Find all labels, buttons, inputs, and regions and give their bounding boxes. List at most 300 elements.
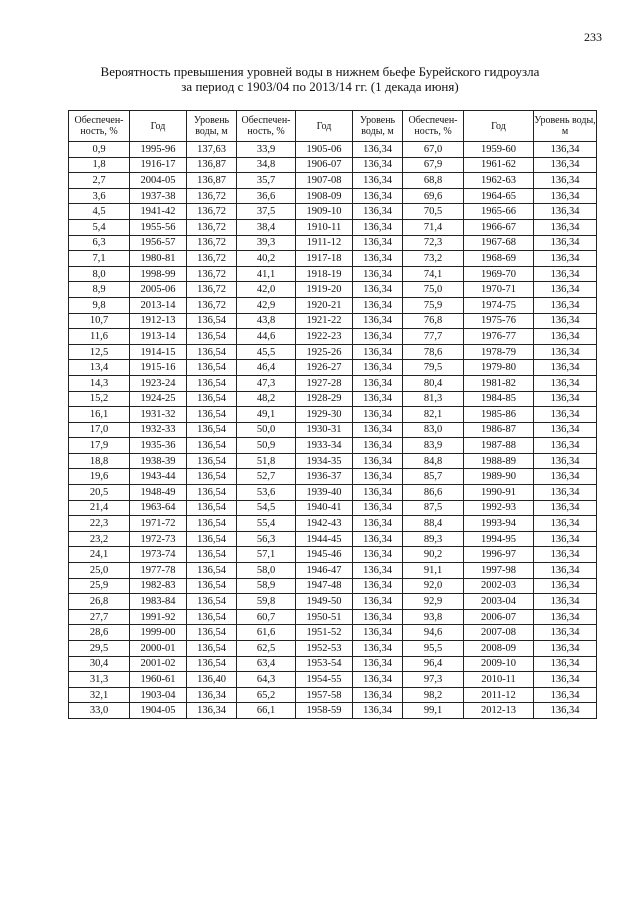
table-cell: 23,2 bbox=[69, 531, 130, 547]
table-cell: 136,34 bbox=[534, 625, 597, 641]
table-cell: 136,72 bbox=[187, 297, 237, 313]
table-cell: 1931-32 bbox=[130, 407, 187, 423]
table-cell: 136,34 bbox=[534, 609, 597, 625]
table-cell: 1937-38 bbox=[130, 188, 187, 204]
table-cell: 1936-37 bbox=[296, 469, 353, 485]
table-cell: 136,54 bbox=[187, 344, 237, 360]
table-cell: 1943-44 bbox=[130, 469, 187, 485]
table-cell: 33,0 bbox=[69, 703, 130, 719]
table-cell: 136,72 bbox=[187, 282, 237, 298]
table-cell: 53,6 bbox=[237, 485, 296, 501]
table-cell: 136,54 bbox=[187, 485, 237, 501]
table-cell: 3,6 bbox=[69, 188, 130, 204]
table-cell: 62,5 bbox=[237, 641, 296, 657]
table-cell: 81,3 bbox=[403, 391, 464, 407]
table-cell: 82,1 bbox=[403, 407, 464, 423]
table-cell: 42,9 bbox=[237, 297, 296, 313]
table-cell: 26,8 bbox=[69, 594, 130, 610]
header-cell: Год bbox=[130, 111, 187, 142]
table-cell: 1948-49 bbox=[130, 485, 187, 501]
table-cell: 1935-36 bbox=[130, 438, 187, 454]
table-cell: 1987-88 bbox=[464, 438, 534, 454]
table-cell: 1918-19 bbox=[296, 266, 353, 282]
table-cell: 136,54 bbox=[187, 422, 237, 438]
table-cell: 136,34 bbox=[353, 609, 403, 625]
table-cell: 136,34 bbox=[353, 251, 403, 267]
table-cell: 2007-08 bbox=[464, 625, 534, 641]
table-cell: 136,54 bbox=[187, 360, 237, 376]
table-row bbox=[69, 235, 597, 251]
table-cell: 10,7 bbox=[69, 313, 130, 329]
table-cell: 1999-00 bbox=[130, 625, 187, 641]
table-cell: 15,2 bbox=[69, 391, 130, 407]
table-cell: 57,1 bbox=[237, 547, 296, 563]
table-cell: 64,3 bbox=[237, 672, 296, 688]
table-cell: 66,1 bbox=[237, 703, 296, 719]
table-cell: 43,8 bbox=[237, 313, 296, 329]
table-cell: 1923-24 bbox=[130, 375, 187, 391]
table-cell: 6,3 bbox=[69, 235, 130, 251]
table-cell: 46,4 bbox=[237, 360, 296, 376]
table-cell: 17,0 bbox=[69, 422, 130, 438]
table-row bbox=[69, 407, 597, 423]
table-cell: 50,9 bbox=[237, 438, 296, 454]
table-cell: 136,34 bbox=[534, 641, 597, 657]
table-cell: 136,34 bbox=[353, 391, 403, 407]
table-cell: 32,1 bbox=[69, 687, 130, 703]
table-cell: 1934-35 bbox=[296, 453, 353, 469]
table-cell: 136,34 bbox=[353, 142, 403, 158]
table-cell: 136,54 bbox=[187, 453, 237, 469]
table-cell: 136,34 bbox=[353, 563, 403, 579]
table-cell: 1993-94 bbox=[464, 516, 534, 532]
table-cell: 1966-67 bbox=[464, 219, 534, 235]
table-cell: 35,7 bbox=[237, 173, 296, 189]
table-cell: 136,34 bbox=[353, 173, 403, 189]
table-cell: 136,34 bbox=[534, 282, 597, 298]
table-cell: 56,3 bbox=[237, 531, 296, 547]
table-row bbox=[69, 282, 597, 298]
table-cell: 1991-92 bbox=[130, 609, 187, 625]
table-cell: 136,34 bbox=[534, 173, 597, 189]
table-cell: 1986-87 bbox=[464, 422, 534, 438]
table-cell: 1972-73 bbox=[130, 531, 187, 547]
table-cell: 136,34 bbox=[353, 578, 403, 594]
table-row bbox=[69, 297, 597, 313]
table-cell: 136,34 bbox=[534, 407, 597, 423]
table-cell: 89,3 bbox=[403, 531, 464, 547]
table-cell: 136,34 bbox=[353, 360, 403, 376]
table-cell: 4,5 bbox=[69, 204, 130, 220]
table-cell: 72,3 bbox=[403, 235, 464, 251]
table-cell: 136,34 bbox=[534, 329, 597, 345]
table-cell: 1915-16 bbox=[130, 360, 187, 376]
header-cell: Обеспечен-ность, % bbox=[237, 111, 296, 142]
table-cell: 2001-02 bbox=[130, 656, 187, 672]
table-cell: 136,40 bbox=[187, 672, 237, 688]
table-cell: 1967-68 bbox=[464, 235, 534, 251]
table-cell: 83,9 bbox=[403, 438, 464, 454]
table-cell: 18,8 bbox=[69, 453, 130, 469]
table-cell: 136,34 bbox=[534, 469, 597, 485]
table-cell: 1990-91 bbox=[464, 485, 534, 501]
table-row bbox=[69, 672, 597, 688]
table-cell: 136,34 bbox=[353, 641, 403, 657]
table-cell: 1995-96 bbox=[130, 142, 187, 158]
table-cell: 136,34 bbox=[534, 188, 597, 204]
table-cell: 136,34 bbox=[534, 703, 597, 719]
table-cell: 1903-04 bbox=[130, 687, 187, 703]
table-row bbox=[69, 375, 597, 391]
table-cell: 136,72 bbox=[187, 204, 237, 220]
table-cell: 1988-89 bbox=[464, 453, 534, 469]
table-cell: 136,54 bbox=[187, 500, 237, 516]
table-cell: 1912-13 bbox=[130, 313, 187, 329]
table-cell: 1922-23 bbox=[296, 329, 353, 345]
table-cell: 136,54 bbox=[187, 391, 237, 407]
table-cell: 1984-85 bbox=[464, 391, 534, 407]
table-cell: 25,0 bbox=[69, 563, 130, 579]
table-cell: 50,0 bbox=[237, 422, 296, 438]
table-cell: 1928-29 bbox=[296, 391, 353, 407]
table-cell: 37,5 bbox=[237, 204, 296, 220]
table-cell: 13,4 bbox=[69, 360, 130, 376]
header-cell: Год bbox=[464, 111, 534, 142]
table-row bbox=[69, 547, 597, 563]
table-cell: 136,34 bbox=[534, 313, 597, 329]
table-cell: 60,7 bbox=[237, 609, 296, 625]
table-cell: 9,8 bbox=[69, 297, 130, 313]
table-cell: 2009-10 bbox=[464, 656, 534, 672]
table-cell: 136,34 bbox=[353, 375, 403, 391]
table-cell: 78,6 bbox=[403, 344, 464, 360]
table-row bbox=[69, 563, 597, 579]
table-cell: 1905-06 bbox=[296, 142, 353, 158]
table-cell: 136,34 bbox=[534, 157, 597, 173]
table-cell: 48,2 bbox=[237, 391, 296, 407]
table-cell: 98,2 bbox=[403, 687, 464, 703]
table-cell: 136,54 bbox=[187, 656, 237, 672]
table-cell: 21,4 bbox=[69, 500, 130, 516]
table-cell: 1,8 bbox=[69, 157, 130, 173]
header-cell: Уровень воды, м bbox=[534, 111, 597, 142]
table-cell: 2012-13 bbox=[464, 703, 534, 719]
table-cell: 38,4 bbox=[237, 219, 296, 235]
table-cell: 2002-03 bbox=[464, 578, 534, 594]
table-cell: 136,34 bbox=[353, 157, 403, 173]
table-row bbox=[69, 516, 597, 532]
table-cell: 86,6 bbox=[403, 485, 464, 501]
table-cell: 136,34 bbox=[534, 453, 597, 469]
table-cell: 136,54 bbox=[187, 375, 237, 391]
table-cell: 1975-76 bbox=[464, 313, 534, 329]
table-row bbox=[69, 251, 597, 267]
table-cell: 136,72 bbox=[187, 219, 237, 235]
table-cell: 74,1 bbox=[403, 266, 464, 282]
table-cell: 136,54 bbox=[187, 578, 237, 594]
table-header-row bbox=[69, 111, 597, 142]
table-cell: 20,5 bbox=[69, 485, 130, 501]
table-cell: 136,54 bbox=[187, 516, 237, 532]
table-cell: 136,87 bbox=[187, 173, 237, 189]
table-cell: 59,8 bbox=[237, 594, 296, 610]
table-cell: 136,34 bbox=[534, 360, 597, 376]
table-row bbox=[69, 531, 597, 547]
table-cell: 27,7 bbox=[69, 609, 130, 625]
table-cell: 71,4 bbox=[403, 219, 464, 235]
table-cell: 136,54 bbox=[187, 407, 237, 423]
table-cell: 1957-58 bbox=[296, 687, 353, 703]
table-row bbox=[69, 391, 597, 407]
table-cell: 136,54 bbox=[187, 469, 237, 485]
table-cell: 136,34 bbox=[534, 297, 597, 313]
table-cell: 1974-75 bbox=[464, 297, 534, 313]
table-cell: 136,34 bbox=[534, 251, 597, 267]
table-cell: 1983-84 bbox=[130, 594, 187, 610]
table-row bbox=[69, 173, 597, 189]
table-cell: 1958-59 bbox=[296, 703, 353, 719]
table-cell: 1907-08 bbox=[296, 173, 353, 189]
table-cell: 99,1 bbox=[403, 703, 464, 719]
table-cell: 136,34 bbox=[534, 656, 597, 672]
table-cell: 136,34 bbox=[353, 204, 403, 220]
table-cell: 2006-07 bbox=[464, 609, 534, 625]
table-cell: 1927-28 bbox=[296, 375, 353, 391]
table-row bbox=[69, 188, 597, 204]
table-cell: 136,72 bbox=[187, 235, 237, 251]
table-cell: 2010-11 bbox=[464, 672, 534, 688]
table-cell: 1968-69 bbox=[464, 251, 534, 267]
table-cell: 136,54 bbox=[187, 563, 237, 579]
table-cell: 1939-40 bbox=[296, 485, 353, 501]
table-cell: 1977-78 bbox=[130, 563, 187, 579]
table-cell: 90,2 bbox=[403, 547, 464, 563]
table-cell: 28,6 bbox=[69, 625, 130, 641]
table-cell: 1962-63 bbox=[464, 173, 534, 189]
table-cell: 75,9 bbox=[403, 297, 464, 313]
table-row bbox=[69, 641, 597, 657]
table-cell: 1911-12 bbox=[296, 235, 353, 251]
table-cell: 70,5 bbox=[403, 204, 464, 220]
table-cell: 79,5 bbox=[403, 360, 464, 376]
table-cell: 25,9 bbox=[69, 578, 130, 594]
page-number: 233 bbox=[584, 30, 602, 44]
table-cell: 1996-97 bbox=[464, 547, 534, 563]
table-cell: 1973-74 bbox=[130, 547, 187, 563]
table-cell: 1992-93 bbox=[464, 500, 534, 516]
title-line-2: за период с 1903/04 по 2013/14 гг. (1 декада июня) bbox=[181, 79, 459, 94]
table-cell: 1955-56 bbox=[130, 219, 187, 235]
table-cell: 1960-61 bbox=[130, 672, 187, 688]
table-cell: 61,6 bbox=[237, 625, 296, 641]
table-cell: 5,4 bbox=[69, 219, 130, 235]
table-cell: 93,8 bbox=[403, 609, 464, 625]
table-cell: 1906-07 bbox=[296, 157, 353, 173]
table-cell: 136,34 bbox=[534, 422, 597, 438]
table-cell: 31,3 bbox=[69, 672, 130, 688]
table-cell: 1989-90 bbox=[464, 469, 534, 485]
table-cell: 136,34 bbox=[534, 219, 597, 235]
table-cell: 1913-14 bbox=[130, 329, 187, 345]
table-cell: 97,3 bbox=[403, 672, 464, 688]
table-cell: 136,34 bbox=[534, 391, 597, 407]
table-cell: 1980-81 bbox=[130, 251, 187, 267]
table-cell: 1947-48 bbox=[296, 578, 353, 594]
table-cell: 49,1 bbox=[237, 407, 296, 423]
table-cell: 2011-12 bbox=[464, 687, 534, 703]
table-cell: 136,34 bbox=[353, 485, 403, 501]
table-cell: 136,34 bbox=[534, 438, 597, 454]
table-cell: 136,34 bbox=[353, 500, 403, 516]
table-cell: 136,34 bbox=[353, 219, 403, 235]
table-cell: 1969-70 bbox=[464, 266, 534, 282]
table-cell: 63,4 bbox=[237, 656, 296, 672]
table-row bbox=[69, 422, 597, 438]
table-cell: 1930-31 bbox=[296, 422, 353, 438]
table-cell: 91,1 bbox=[403, 563, 464, 579]
table-cell: 52,7 bbox=[237, 469, 296, 485]
table-cell: 1940-41 bbox=[296, 500, 353, 516]
table-cell: 136,34 bbox=[353, 547, 403, 563]
table-cell: 136,34 bbox=[534, 563, 597, 579]
table-cell: 2003-04 bbox=[464, 594, 534, 610]
table-cell: 136,34 bbox=[353, 625, 403, 641]
table-cell: 136,54 bbox=[187, 329, 237, 345]
table-cell: 51,8 bbox=[237, 453, 296, 469]
table-cell: 1979-80 bbox=[464, 360, 534, 376]
table-cell: 136,34 bbox=[353, 407, 403, 423]
table-cell: 136,34 bbox=[534, 204, 597, 220]
table-cell: 136,34 bbox=[353, 672, 403, 688]
table-row bbox=[69, 360, 597, 376]
table-row bbox=[69, 656, 597, 672]
table-cell: 2,7 bbox=[69, 173, 130, 189]
table-cell: 85,7 bbox=[403, 469, 464, 485]
table-cell: 136,54 bbox=[187, 641, 237, 657]
table-cell: 136,54 bbox=[187, 438, 237, 454]
title-line-1: Вероятность превышения уровней воды в нижнем бьефе Бурейского гидроузла bbox=[100, 64, 540, 79]
table-cell: 1946-47 bbox=[296, 563, 353, 579]
table-cell: 92,9 bbox=[403, 594, 464, 610]
table-row bbox=[69, 266, 597, 282]
table-cell: 1953-54 bbox=[296, 656, 353, 672]
table-cell: 68,8 bbox=[403, 173, 464, 189]
table-cell: 136,34 bbox=[534, 142, 597, 158]
table-cell: 19,6 bbox=[69, 469, 130, 485]
table-cell: 136,54 bbox=[187, 313, 237, 329]
table-cell: 1994-95 bbox=[464, 531, 534, 547]
table-cell: 136,34 bbox=[353, 188, 403, 204]
table-cell: 1997-98 bbox=[464, 563, 534, 579]
table-cell: 1924-25 bbox=[130, 391, 187, 407]
table-cell: 136,34 bbox=[353, 266, 403, 282]
table-cell: 54,5 bbox=[237, 500, 296, 516]
table-cell: 0,9 bbox=[69, 142, 130, 158]
table-cell: 58,9 bbox=[237, 578, 296, 594]
table-cell: 30,4 bbox=[69, 656, 130, 672]
table-cell: 2000-01 bbox=[130, 641, 187, 657]
header-cell: Обеспечен-ность, % bbox=[69, 111, 130, 142]
table-cell: 136,87 bbox=[187, 157, 237, 173]
header-cell: Обеспечен-ность, % bbox=[403, 111, 464, 142]
table-row bbox=[69, 313, 597, 329]
table-cell: 1961-62 bbox=[464, 157, 534, 173]
table-cell: 67,9 bbox=[403, 157, 464, 173]
table-cell: 136,34 bbox=[187, 703, 237, 719]
table-cell: 136,34 bbox=[534, 547, 597, 563]
table-cell: 1998-99 bbox=[130, 266, 187, 282]
table-cell: 16,1 bbox=[69, 407, 130, 423]
table-cell: 136,54 bbox=[187, 609, 237, 625]
table-cell: 1945-46 bbox=[296, 547, 353, 563]
table-row bbox=[69, 625, 597, 641]
table-cell: 1964-65 bbox=[464, 188, 534, 204]
table-row bbox=[69, 453, 597, 469]
table-cell: 136,34 bbox=[353, 313, 403, 329]
table-cell: 40,2 bbox=[237, 251, 296, 267]
table-cell: 1965-66 bbox=[464, 204, 534, 220]
table-cell: 136,34 bbox=[353, 453, 403, 469]
table-cell: 83,0 bbox=[403, 422, 464, 438]
table-cell: 136,34 bbox=[534, 594, 597, 610]
table-row bbox=[69, 344, 597, 360]
table-cell: 7,1 bbox=[69, 251, 130, 267]
table-cell: 1909-10 bbox=[296, 204, 353, 220]
table-cell: 136,34 bbox=[187, 687, 237, 703]
table-cell: 76,8 bbox=[403, 313, 464, 329]
table-row bbox=[69, 609, 597, 625]
table-cell: 136,34 bbox=[534, 531, 597, 547]
table-cell: 34,8 bbox=[237, 157, 296, 173]
table-cell: 136,34 bbox=[534, 687, 597, 703]
table-cell: 94,6 bbox=[403, 625, 464, 641]
table-cell: 8,9 bbox=[69, 282, 130, 298]
table-cell: 136,34 bbox=[534, 266, 597, 282]
table-cell: 45,5 bbox=[237, 344, 296, 360]
table-cell: 88,4 bbox=[403, 516, 464, 532]
table-cell: 1985-86 bbox=[464, 407, 534, 423]
table-cell: 1971-72 bbox=[130, 516, 187, 532]
table-cell: 1914-15 bbox=[130, 344, 187, 360]
table-cell: 136,34 bbox=[353, 422, 403, 438]
table-cell: 29,5 bbox=[69, 641, 130, 657]
table-cell: 22,3 bbox=[69, 516, 130, 532]
table-cell: 1921-22 bbox=[296, 313, 353, 329]
table-cell: 1933-34 bbox=[296, 438, 353, 454]
table-cell: 92,0 bbox=[403, 578, 464, 594]
table-cell: 1938-39 bbox=[130, 453, 187, 469]
page-title bbox=[0, 64, 640, 95]
table-cell: 1910-11 bbox=[296, 219, 353, 235]
table-cell: 2005-06 bbox=[130, 282, 187, 298]
table-cell: 11,6 bbox=[69, 329, 130, 345]
table-cell: 1950-51 bbox=[296, 609, 353, 625]
table-cell: 136,34 bbox=[534, 344, 597, 360]
table-cell: 58,0 bbox=[237, 563, 296, 579]
table-cell: 136,34 bbox=[353, 656, 403, 672]
table-cell: 1956-57 bbox=[130, 235, 187, 251]
table-cell: 8,0 bbox=[69, 266, 130, 282]
table-cell: 136,34 bbox=[534, 516, 597, 532]
table-cell: 136,34 bbox=[353, 235, 403, 251]
header-cell: Уровень воды, м bbox=[187, 111, 237, 142]
table-body bbox=[69, 142, 597, 719]
table-row bbox=[69, 485, 597, 501]
table-cell: 136,54 bbox=[187, 531, 237, 547]
table-cell: 1942-43 bbox=[296, 516, 353, 532]
table-cell: 136,34 bbox=[353, 516, 403, 532]
table-cell: 136,34 bbox=[353, 329, 403, 345]
